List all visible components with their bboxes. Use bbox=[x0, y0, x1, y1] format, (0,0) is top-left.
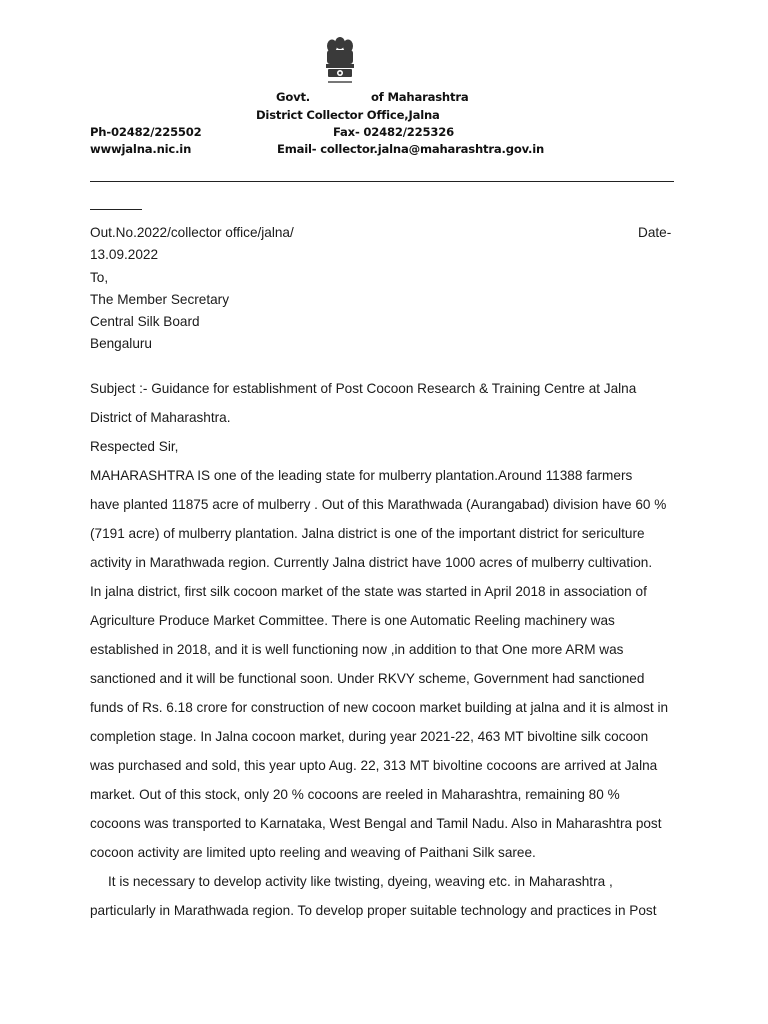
body-line: have planted 11875 acre of mulberry . Out of this Marathwada (Aurangabad) division have 60 % bbox=[90, 497, 667, 512]
body-line: MAHARASHTRA IS one of the leading state for mulberry plantation.Around 11388 farmers bbox=[90, 468, 633, 483]
body-line: (7191 acre) of mulberry plantation. Jalna district is one of the important district for sericulture bbox=[90, 526, 645, 541]
header-divider-tail bbox=[90, 209, 142, 210]
email-link[interactable]: Email- collector.jalna@maharashtra.gov.in bbox=[277, 142, 545, 156]
body-line: completion stage. In Jalna cocoon market, during year 2021-22, 463 MT bivoltine silk cocoon bbox=[90, 729, 649, 744]
govt-label: Govt. bbox=[276, 90, 310, 104]
body-line: cocoon activity are limited upto reeling and weaving of Paithani Silk saree. bbox=[90, 845, 536, 860]
addressee-line-3: Bengaluru bbox=[90, 336, 152, 351]
national-emblem-icon bbox=[318, 34, 362, 88]
outward-number: Out.No.2022/collector office/jalna/ bbox=[90, 225, 294, 240]
body-line: In jalna district, first silk cocoon market of the state was started in April 2018 in association of bbox=[90, 584, 647, 599]
fax-number: Fax- 02482/225326 bbox=[333, 125, 454, 139]
addressee-line-2: Central Silk Board bbox=[90, 314, 200, 329]
addressee-line-1: The Member Secretary bbox=[90, 292, 230, 307]
salutation: Respected Sir, bbox=[90, 439, 179, 454]
date-value: 13.09.2022 bbox=[90, 247, 159, 262]
body-line: established in 2018, and it is well functioning now ,in addition to that One more ARM was bbox=[90, 642, 624, 657]
state-label: of Maharashtra bbox=[371, 90, 469, 104]
header-divider bbox=[90, 181, 674, 182]
body-line: cocoons was transported to Karnataka, West Bengal and Tamil Nadu. Also in Maharashtra post bbox=[90, 816, 662, 831]
body-line: Agriculture Produce Market Committee. There is one Automatic Reeling machinery was bbox=[90, 613, 615, 628]
body-line: was purchased and sold, this year upto Aug. 22, 313 MT bivoltine cocoons are arrived at Jalna bbox=[90, 758, 658, 773]
phone-number: Ph-02482/225502 bbox=[90, 125, 202, 139]
office-name: District Collector Office,Jalna bbox=[256, 108, 440, 122]
subject-line-2: District of Maharashtra. bbox=[90, 410, 231, 425]
body-line: It is necessary to develop activity like twisting, dyeing, weaving etc. in Maharashtra , bbox=[108, 874, 613, 889]
body-line: funds of Rs. 6.18 crore for construction of new cocoon market building at jalna and it is almost in bbox=[90, 700, 669, 715]
to-label: To, bbox=[90, 270, 109, 285]
body-line: activity in Marathwada region. Currently Jalna district have 1000 acres of mulberry cultivation. bbox=[90, 555, 653, 570]
body-line: particularly in Marathwada region. To develop proper suitable technology and practices in Post bbox=[90, 903, 657, 918]
body-line: sanctioned and it will be functional soon. Under RKVY scheme, Government had sanctioned bbox=[90, 671, 645, 686]
date-label: Date- bbox=[638, 225, 672, 240]
subject-line-1: Subject :- Guidance for establishment of Post Cocoon Research & Training Centre at Jalna bbox=[90, 381, 637, 396]
website-link[interactable]: wwwjalna.nic.in bbox=[90, 142, 192, 156]
body-line: market. Out of this stock, only 20 % cocoons are reeled in Maharashtra, remaining 80 % bbox=[90, 787, 620, 802]
